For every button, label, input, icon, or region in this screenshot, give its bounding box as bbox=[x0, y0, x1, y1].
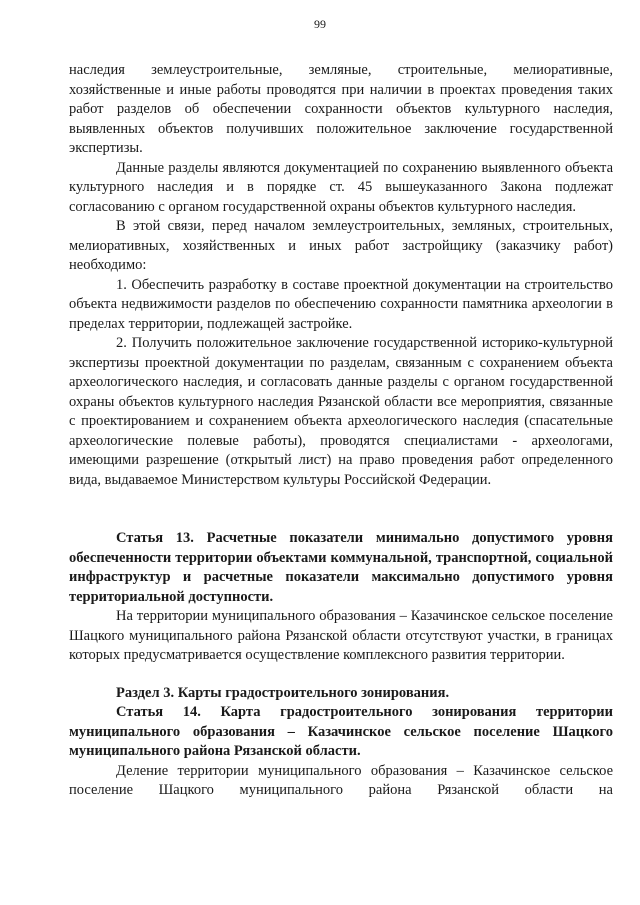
paragraph-requirements-intro: В этой связи, перед началом землеустроительных, земляных, строительных, мелиоративных, хозяйственных и иных работ застройщику (заказчику работ) необходимо: bbox=[69, 218, 613, 273]
document-body bbox=[69, 61, 613, 801]
paragraph-sections-documentation: Данные разделы являются документацией по сохранению выявленного объекта культурного наследия и в порядке ст. 45 вышеуказанного Закона подлежат согласованию с органом государственной охраны объектов культурного наследия. bbox=[69, 159, 613, 215]
list-item-2: 2. Получить положительное заключение государственной историко-культурной экспертизы проектной документации по разделам, связанным с сохранением объекта археологического наследия, и согласовать данные разделы с органом государственной охраны объектов культурного наследия Рязанской области все мероприятия, связанные с проектированием и сохранением объекта археологического наследия (спасательные археологические полевые работы), проводятся специалистами - археологами, имеющими разрешение (открытый лист) на право проведения работ определенного вида, выдаваемое Министерством культуры Российской Федерации. bbox=[69, 335, 613, 488]
paragraph-continuation: наследия землеустроительные, земляные, строительные, мелиоративные, хозяйственные и иные работы проводятся при наличии в проектах проведения таких работ разделов об обеспечении сохранности объектов культурного наследия, выявленных объектов получивших положительное заключение государственной экспертизы. bbox=[69, 62, 613, 156]
article-14-text: Деление территории муниципального образования – Казачинское сельское поселение Шацкого муниципального района Рязанской области на bbox=[69, 762, 613, 798]
article-13-text: На территории муниципального образования – Казачинское сельское поселение Шацкого муниципального района Рязанской области отсутствуют участки, в границах которых предусматривается осуществление комплексного развития территории. bbox=[69, 608, 613, 663]
page-number: 99 bbox=[314, 17, 326, 31]
section-3-heading: Раздел 3. Карты градостроительного зонирования. bbox=[116, 684, 450, 701]
article-14-heading: Статья 14. Карта градостроительного зонирования территории муниципального образования – Казачинское сельское поселение Шацкого муниципального района Рязанской области. bbox=[69, 704, 613, 759]
list-item-1: 1. Обеспечить разработку в составе проектной документации на строительство объекта недвижимости разделов по обеспечению сохранности памятника археологии в пределах территории, подлежащей застройке. bbox=[69, 276, 613, 332]
article-13-heading: Статья 13. Расчетные показатели минимально допустимого уровня обеспеченности территории объектами коммунальной, транспортной, социальной инфраструктур и расчетные показатели максимально допустимого уровня территориальной доступности. bbox=[69, 530, 613, 605]
